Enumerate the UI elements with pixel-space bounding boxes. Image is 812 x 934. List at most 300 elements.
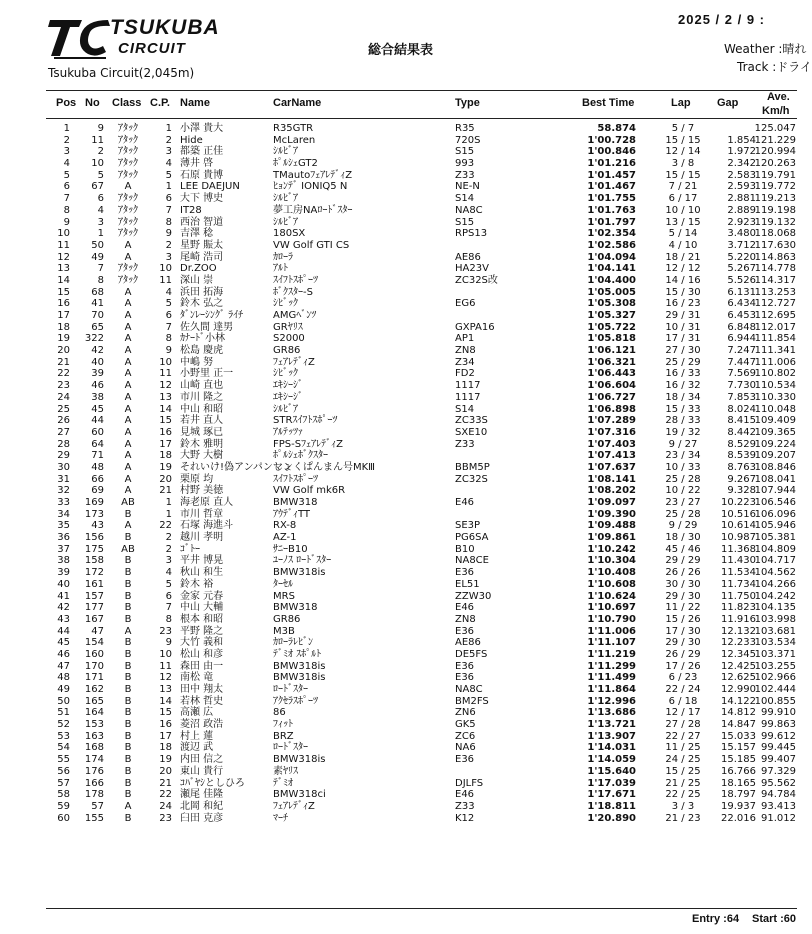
cell-driver-name: 山崎 直也 <box>180 380 224 392</box>
cell-car-type: NA8C <box>455 204 483 216</box>
table-row <box>0 240 797 252</box>
cell-average-speed: 109.207 <box>754 450 796 462</box>
cell-average-speed: 106.096 <box>754 508 796 520</box>
cell-best-time: 1'10.790 <box>587 613 636 625</box>
table-row <box>0 357 797 369</box>
cell-car-name: ﾌｪｱﾚﾃﾞｨZ <box>273 356 315 368</box>
cell-pos: 51 <box>57 707 70 719</box>
table-row <box>0 380 797 392</box>
cell-lap: 13 / 15 <box>665 216 701 228</box>
cell-car-name: ﾎﾞｸｽﾀｰ-S <box>273 286 313 298</box>
table-row <box>0 345 797 357</box>
logo-name: TSUKUBA <box>110 16 220 39</box>
cell-lap: 16 / 33 <box>665 368 701 380</box>
cell-gap: 9.267 <box>727 473 756 485</box>
cell-car-name: BMW318 <box>273 497 318 508</box>
cell-car-name: McLaren <box>273 134 316 146</box>
table-row <box>0 591 797 603</box>
cell-car-type: E36 <box>455 625 475 637</box>
cell-car-number: 160 <box>84 648 104 660</box>
table-row <box>0 135 797 147</box>
cell-class-position: 6 <box>165 193 172 205</box>
cell-car-name: 180SX <box>273 228 306 240</box>
cell-class: ｱﾀｯｸ <box>118 204 138 216</box>
cell-car-number: 43 <box>91 520 104 532</box>
cell-class-position: 24 <box>159 800 172 812</box>
cell-best-time: 1'10.408 <box>587 567 636 579</box>
cell-average-speed: 100.855 <box>754 695 796 707</box>
cell-pos: 25 <box>57 403 70 415</box>
cell-class-position: 19 <box>159 754 172 766</box>
cell-driver-name: 小野里 正一 <box>180 368 234 380</box>
cell-car-number: 44 <box>91 415 104 427</box>
cell-class: B <box>124 660 132 672</box>
cell-class: B <box>124 719 132 731</box>
cell-gap: 15.185 <box>721 754 756 766</box>
cell-driver-name: 中嶋 努 <box>180 356 214 368</box>
cell-class-position: 2 <box>165 239 172 251</box>
cell-car-number: 48 <box>91 461 104 473</box>
cell-car-type: E46 <box>455 602 475 614</box>
cell-lap: 6 / 17 <box>668 193 698 205</box>
cell-car-type: Z33 <box>455 169 475 181</box>
cell-class-position: 15 <box>159 707 172 719</box>
col-ave: Ave. <box>767 91 790 103</box>
cell-car-number: 7 <box>97 263 104 275</box>
cell-driver-name: 越川 孝明 <box>180 532 224 544</box>
cell-best-time: 1'02.586 <box>587 239 636 251</box>
cell-best-time: 1'11.499 <box>587 672 636 684</box>
cell-gap: 12.625 <box>721 672 756 684</box>
cell-driver-name: 森田 由一 <box>180 660 224 672</box>
cell-average-speed: 94.784 <box>761 789 796 801</box>
cell-gap: 10.987 <box>721 532 756 544</box>
cell-lap: 17 / 30 <box>665 625 701 637</box>
cell-average-speed: 103.534 <box>754 637 796 649</box>
cell-car-number: 172 <box>84 567 104 579</box>
cell-average-speed: 99.445 <box>761 742 796 754</box>
cell-pos: 53 <box>57 730 70 742</box>
cell-best-time: 1'01.467 <box>587 181 636 193</box>
cell-class-position: 17 <box>159 730 172 742</box>
cell-gap: 8.024 <box>727 403 756 415</box>
cell-car-type: B10 <box>455 543 475 555</box>
table-row <box>0 193 797 205</box>
cell-car-type: NE-N <box>455 181 480 193</box>
cell-class: B <box>124 532 132 544</box>
cell-class: B <box>124 637 132 649</box>
footer-rule <box>46 908 797 909</box>
cell-average-speed: 91.012 <box>761 812 796 824</box>
cell-pos: 15 <box>57 286 70 298</box>
cell-class-position: 15 <box>159 415 172 427</box>
cell-gap: 10.614 <box>721 520 756 532</box>
cell-lap: 27 / 30 <box>665 345 701 357</box>
cell-class-position: 11 <box>159 274 172 286</box>
cell-car-number: 66 <box>91 473 104 485</box>
cell-car-number: 67 <box>91 181 104 193</box>
cell-pos: 21 <box>57 356 70 368</box>
cell-average-speed: 93.413 <box>761 800 796 812</box>
cell-car-number: 171 <box>84 672 104 684</box>
cell-best-time: 1'10.697 <box>587 602 636 614</box>
cell-car-name: ﾌｪｱﾚﾃﾞｨZ <box>273 800 315 812</box>
cell-pos: 44 <box>57 625 70 637</box>
cell-pos: 1 <box>63 123 70 134</box>
cell-driver-name: 尾崎 浩司 <box>180 251 224 263</box>
cell-gap: 12.345 <box>721 648 756 660</box>
cell-pos: 13 <box>57 263 70 275</box>
cell-pos: 24 <box>57 391 70 403</box>
cell-class-position: 4 <box>165 567 172 579</box>
cell-best-time: 1'06.321 <box>587 356 636 368</box>
cell-gap: 2.923 <box>727 216 756 228</box>
cell-class-position: 9 <box>165 637 172 649</box>
cell-class-position: 9 <box>165 228 172 240</box>
cell-average-speed: 119.198 <box>754 204 796 216</box>
cell-average-speed: 114.778 <box>754 263 796 275</box>
cell-best-time: 1'05.722 <box>587 321 636 333</box>
cell-lap: 25 / 29 <box>665 356 701 368</box>
table-row <box>0 579 797 591</box>
table-row <box>0 637 797 649</box>
cell-best-time: 1'06.727 <box>587 391 636 403</box>
cell-class-position: 5 <box>165 298 172 310</box>
cell-average-speed: 105.381 <box>754 532 796 544</box>
cell-pos: 31 <box>57 473 70 485</box>
cell-pos: 23 <box>57 380 70 392</box>
cell-gap: 12.233 <box>721 637 756 649</box>
cell-lap: 22 / 25 <box>665 789 701 801</box>
cell-car-type: EG6 <box>455 298 476 310</box>
cell-car-name: RX-8 <box>273 520 297 532</box>
cell-gap: 8.763 <box>727 461 756 473</box>
cell-lap: 21 / 23 <box>665 812 701 824</box>
cell-car-name: VW Golf GTI CS <box>273 239 350 251</box>
cell-class-position: 10 <box>159 263 172 275</box>
cell-driver-name: 吉澤 稔 <box>180 228 214 240</box>
cell-car-name: ｴｷｼｰｼﾞ <box>273 380 303 392</box>
cell-best-time: 1'12.996 <box>587 695 636 707</box>
cell-pos: 47 <box>57 660 70 672</box>
cell-average-speed: 120.263 <box>754 158 796 170</box>
cell-car-number: 161 <box>84 578 104 590</box>
cell-class: A <box>124 391 132 403</box>
cell-car-type: Z33 <box>455 800 475 812</box>
cell-gap: 18.797 <box>721 789 756 801</box>
table-row <box>0 439 797 451</box>
cell-class: ｱﾀｯｸ <box>118 228 138 240</box>
cell-average-speed: 109.224 <box>754 438 796 450</box>
cell-best-time: 1'14.031 <box>587 742 636 754</box>
cell-car-type: ZC33S <box>455 415 488 427</box>
cell-gap: 15.157 <box>721 742 756 754</box>
cell-gap: 14.847 <box>721 719 756 731</box>
cell-gap: 11.368 <box>721 543 756 555</box>
table-row <box>0 392 797 404</box>
cell-car-type: GXPA16 <box>455 321 495 333</box>
cell-car-type: E46 <box>455 497 475 508</box>
cell-average-speed: 97.329 <box>761 765 796 777</box>
cell-car-number: 322 <box>84 333 104 345</box>
col-name: Name <box>180 97 210 109</box>
cell-average-speed: 119.772 <box>754 181 796 193</box>
table-row <box>0 497 797 509</box>
cell-car-name: TMautoﾌｪｱﾚﾃﾞｨZ <box>273 169 353 181</box>
cell-class-position: 1 <box>165 508 172 520</box>
cell-driver-name: 根本 和昭 <box>180 613 224 625</box>
cell-car-type: R35 <box>455 123 475 134</box>
cell-average-speed: 104.717 <box>754 555 796 567</box>
cell-car-type: SXE10 <box>455 426 488 438</box>
weather: Weather :晴れ <box>724 42 807 56</box>
cell-car-name: ｼﾋﾞｯｸ <box>273 298 298 310</box>
cell-car-type: RPS13 <box>455 228 488 240</box>
cell-pos: 17 <box>57 310 70 321</box>
cell-driver-name: 星野 賑太 <box>180 239 224 251</box>
cell-car-number: 4 <box>97 204 104 216</box>
cell-car-type: NA8C <box>455 684 483 695</box>
table-row <box>0 661 797 673</box>
cell-driver-name: 大野 大樹 <box>180 450 224 462</box>
cell-lap: 6 / 18 <box>668 695 698 707</box>
cell-best-time: 1'10.624 <box>587 590 636 602</box>
cell-car-name: ﾏｰﾁ <box>273 812 288 824</box>
cell-car-type: AP1 <box>455 333 475 345</box>
cell-driver-name: 鈴木 裕 <box>180 578 214 590</box>
cell-car-number: 167 <box>84 613 104 625</box>
cell-class-position: 11 <box>159 660 172 672</box>
cell-gap: 5.220 <box>727 251 756 263</box>
cell-gap: 12.132 <box>721 625 756 637</box>
table-row <box>0 555 797 567</box>
cell-lap: 10 / 33 <box>665 461 701 473</box>
cell-gap: 12.990 <box>721 684 756 695</box>
cell-car-number: 178 <box>84 789 104 801</box>
table-row <box>0 731 797 743</box>
cell-average-speed: 103.255 <box>754 660 796 672</box>
cell-car-name: ｶﾛｰﾗ <box>273 251 293 263</box>
cell-gap: 2.342 <box>727 158 756 170</box>
cell-class-position: 16 <box>159 426 172 438</box>
cell-car-number: 5 <box>97 169 104 181</box>
cell-pos: 28 <box>57 438 70 450</box>
cell-class-position: 8 <box>165 613 172 625</box>
cell-car-number: 68 <box>91 286 104 298</box>
cell-average-speed: 110.802 <box>754 368 796 380</box>
tsukuba-circuit-logo <box>48 14 238 60</box>
cell-average-speed: 104.242 <box>754 590 796 602</box>
cell-pos: 18 <box>57 321 70 333</box>
cell-car-name: ﾃﾞﾐｵ <box>273 777 293 789</box>
cell-class-position: 10 <box>159 648 172 660</box>
cell-car-name: ｻﾆｰB10 <box>273 543 308 555</box>
cell-driver-name: ｶﾅｰﾄﾞ小林 <box>180 333 225 345</box>
cell-car-number: 41 <box>91 298 104 310</box>
table-row <box>0 672 797 684</box>
cell-car-number: 38 <box>91 391 104 403</box>
cell-car-number: 8 <box>97 274 104 286</box>
cell-gap: 1.854 <box>727 134 756 146</box>
cell-car-number: 170 <box>84 660 104 672</box>
cell-lap: 9 / 27 <box>668 438 698 450</box>
cell-pos: 37 <box>57 543 70 555</box>
cell-gap: 12.425 <box>721 660 756 672</box>
cell-car-type: NA8CE <box>455 555 489 567</box>
cell-best-time: 1'01.755 <box>587 193 636 205</box>
cell-average-speed: 110.534 <box>754 380 796 392</box>
cell-pos: 10 <box>57 228 70 240</box>
cell-average-speed: 106.546 <box>754 497 796 508</box>
logo-sub: CIRCUIT <box>118 40 186 57</box>
cell-car-name: GR86 <box>273 345 301 357</box>
cell-class: A <box>124 438 132 450</box>
table-row <box>0 368 797 380</box>
cell-average-speed: 118.068 <box>754 228 796 240</box>
cell-gap: 2.593 <box>727 181 756 193</box>
cell-driver-name: 石塚 海進斗 <box>180 520 234 532</box>
cell-gap: 10.516 <box>721 508 756 520</box>
cell-class-position: 20 <box>159 765 172 777</box>
cell-lap: 23 / 34 <box>665 450 701 462</box>
cell-lap: 10 / 10 <box>665 204 701 216</box>
cell-lap: 5 / 7 <box>671 123 695 134</box>
cell-class-position: 2 <box>165 543 172 555</box>
table-row <box>0 649 797 661</box>
cell-average-speed: 107.944 <box>754 485 796 497</box>
cell-average-speed: 99.407 <box>761 754 796 766</box>
cell-car-name: VW Golf mk6R <box>273 485 346 497</box>
cell-car-type: AE86 <box>455 637 481 649</box>
cell-class: B <box>124 812 132 824</box>
table-row <box>0 778 797 790</box>
cell-car-name: AZ-1 <box>273 532 297 544</box>
cell-class-position: 12 <box>159 380 172 392</box>
col-gap: Gap <box>717 97 739 109</box>
cell-car-number: 158 <box>84 555 104 567</box>
table-row <box>0 170 797 182</box>
cell-class: B <box>124 730 132 742</box>
cell-average-speed: 114.863 <box>754 251 796 263</box>
cell-class: A <box>124 450 132 462</box>
cell-lap: 29 / 31 <box>665 310 701 321</box>
table-row <box>0 509 797 521</box>
cell-car-name: BMW318is <box>273 660 326 672</box>
cell-best-time: 1'01.216 <box>587 158 636 170</box>
cell-car-name: ｽｲﾌﾄｽﾎﾟｰﾂ <box>273 274 318 286</box>
cell-car-type: GK5 <box>455 719 476 731</box>
cell-car-number: 11 <box>91 134 104 146</box>
cell-best-time: 1'11.299 <box>587 660 636 672</box>
cell-gap: 14.122 <box>721 695 756 707</box>
table-row <box>0 252 797 264</box>
cell-car-name: BMW318is <box>273 672 326 684</box>
cell-best-time: 1'07.403 <box>587 438 636 450</box>
cell-gap: 10.223 <box>721 497 756 508</box>
cell-best-time: 1'01.457 <box>587 169 636 181</box>
table-row <box>0 310 797 322</box>
cell-car-type: E36 <box>455 754 475 766</box>
cell-best-time: 1'00.846 <box>587 146 636 158</box>
cell-car-name: ﾛｰﾄﾞｽﾀｰ <box>273 742 308 754</box>
cell-car-name: ﾕｰﾉｽ ﾛｰﾄﾞｽﾀｰ <box>273 555 332 567</box>
cell-lap: 4 / 10 <box>668 239 698 251</box>
cell-gap: 7.569 <box>727 368 756 380</box>
cell-lap: 15 / 15 <box>665 134 701 146</box>
cell-lap: 10 / 31 <box>665 321 701 333</box>
cell-car-number: 6 <box>97 193 104 205</box>
cell-car-name: ｼﾋﾞｯｸ <box>273 368 298 380</box>
cell-gap: 1.972 <box>727 146 756 158</box>
cell-car-type: 1117 <box>455 391 481 403</box>
cell-average-speed: 102.966 <box>754 672 796 684</box>
table-row <box>0 287 797 299</box>
cell-gap: 11.430 <box>721 555 756 567</box>
cell-pos: 38 <box>57 555 70 567</box>
cell-class: A <box>124 473 132 485</box>
cell-lap: 25 / 28 <box>665 473 701 485</box>
cell-pos: 16 <box>57 298 70 310</box>
cell-driver-name: 小澤 貴大 <box>180 123 224 134</box>
cell-gap: 3.712 <box>727 239 756 251</box>
cell-car-type: ZC32S改 <box>455 274 498 286</box>
col-type: Type <box>455 97 480 109</box>
cell-average-speed: 103.998 <box>754 613 796 625</box>
cell-driver-name: 田中 翔太 <box>180 684 224 695</box>
cell-class: A <box>124 181 132 193</box>
cell-car-number: 163 <box>84 730 104 742</box>
cell-pos: 39 <box>57 567 70 579</box>
table-row <box>0 462 797 474</box>
cell-class-position: 4 <box>165 286 172 298</box>
cell-car-type: BBM5P <box>455 461 490 473</box>
cell-pos: 4 <box>63 158 70 170</box>
cell-class: A <box>124 286 132 298</box>
cell-pos: 41 <box>57 590 70 602</box>
cell-best-time: 1'10.608 <box>587 578 636 590</box>
cell-driver-name: 市川 哲章 <box>180 508 224 520</box>
cell-class-position: 7 <box>165 321 172 333</box>
cell-class-position: 2 <box>165 134 172 146</box>
cell-driver-name: 海老原 直人 <box>180 497 234 508</box>
cell-car-name: ｱｳﾃﾞｨTT <box>273 508 311 520</box>
cell-car-number: 46 <box>91 380 104 392</box>
cell-best-time: 1'13.721 <box>587 719 636 731</box>
col-lap: Lap <box>671 97 691 109</box>
cell-driver-name: 栗原 均 <box>180 473 214 485</box>
cell-class-position: 17 <box>159 438 172 450</box>
cell-car-type: ZN6 <box>455 707 476 719</box>
cell-car-number: 1 <box>97 228 104 240</box>
cell-average-speed: 113.253 <box>754 286 796 298</box>
cell-lap: 24 / 25 <box>665 754 701 766</box>
cell-car-name: ｽｲﾌﾄｽﾎﾟｰﾂ <box>273 473 318 485</box>
cell-driver-name: 深山 崇 <box>180 274 214 286</box>
cell-best-time: 1'07.413 <box>587 450 636 462</box>
cell-class: B <box>124 742 132 754</box>
cell-driver-name: 見城 琢已 <box>180 426 224 438</box>
cell-driver-name: 若林 哲史 <box>180 695 224 707</box>
cell-car-name: R35GTR <box>273 123 314 134</box>
cell-best-time: 1'04.094 <box>587 251 636 263</box>
cell-driver-name: 村野 美徳 <box>180 485 224 497</box>
cell-car-name: BMW318 <box>273 602 318 614</box>
cell-lap: 16 / 23 <box>665 298 701 310</box>
cell-gap: 8.415 <box>727 415 756 427</box>
cell-lap: 17 / 26 <box>665 660 701 672</box>
cell-average-speed: 112.017 <box>754 321 796 333</box>
cell-car-type: DE5FS <box>455 648 488 660</box>
